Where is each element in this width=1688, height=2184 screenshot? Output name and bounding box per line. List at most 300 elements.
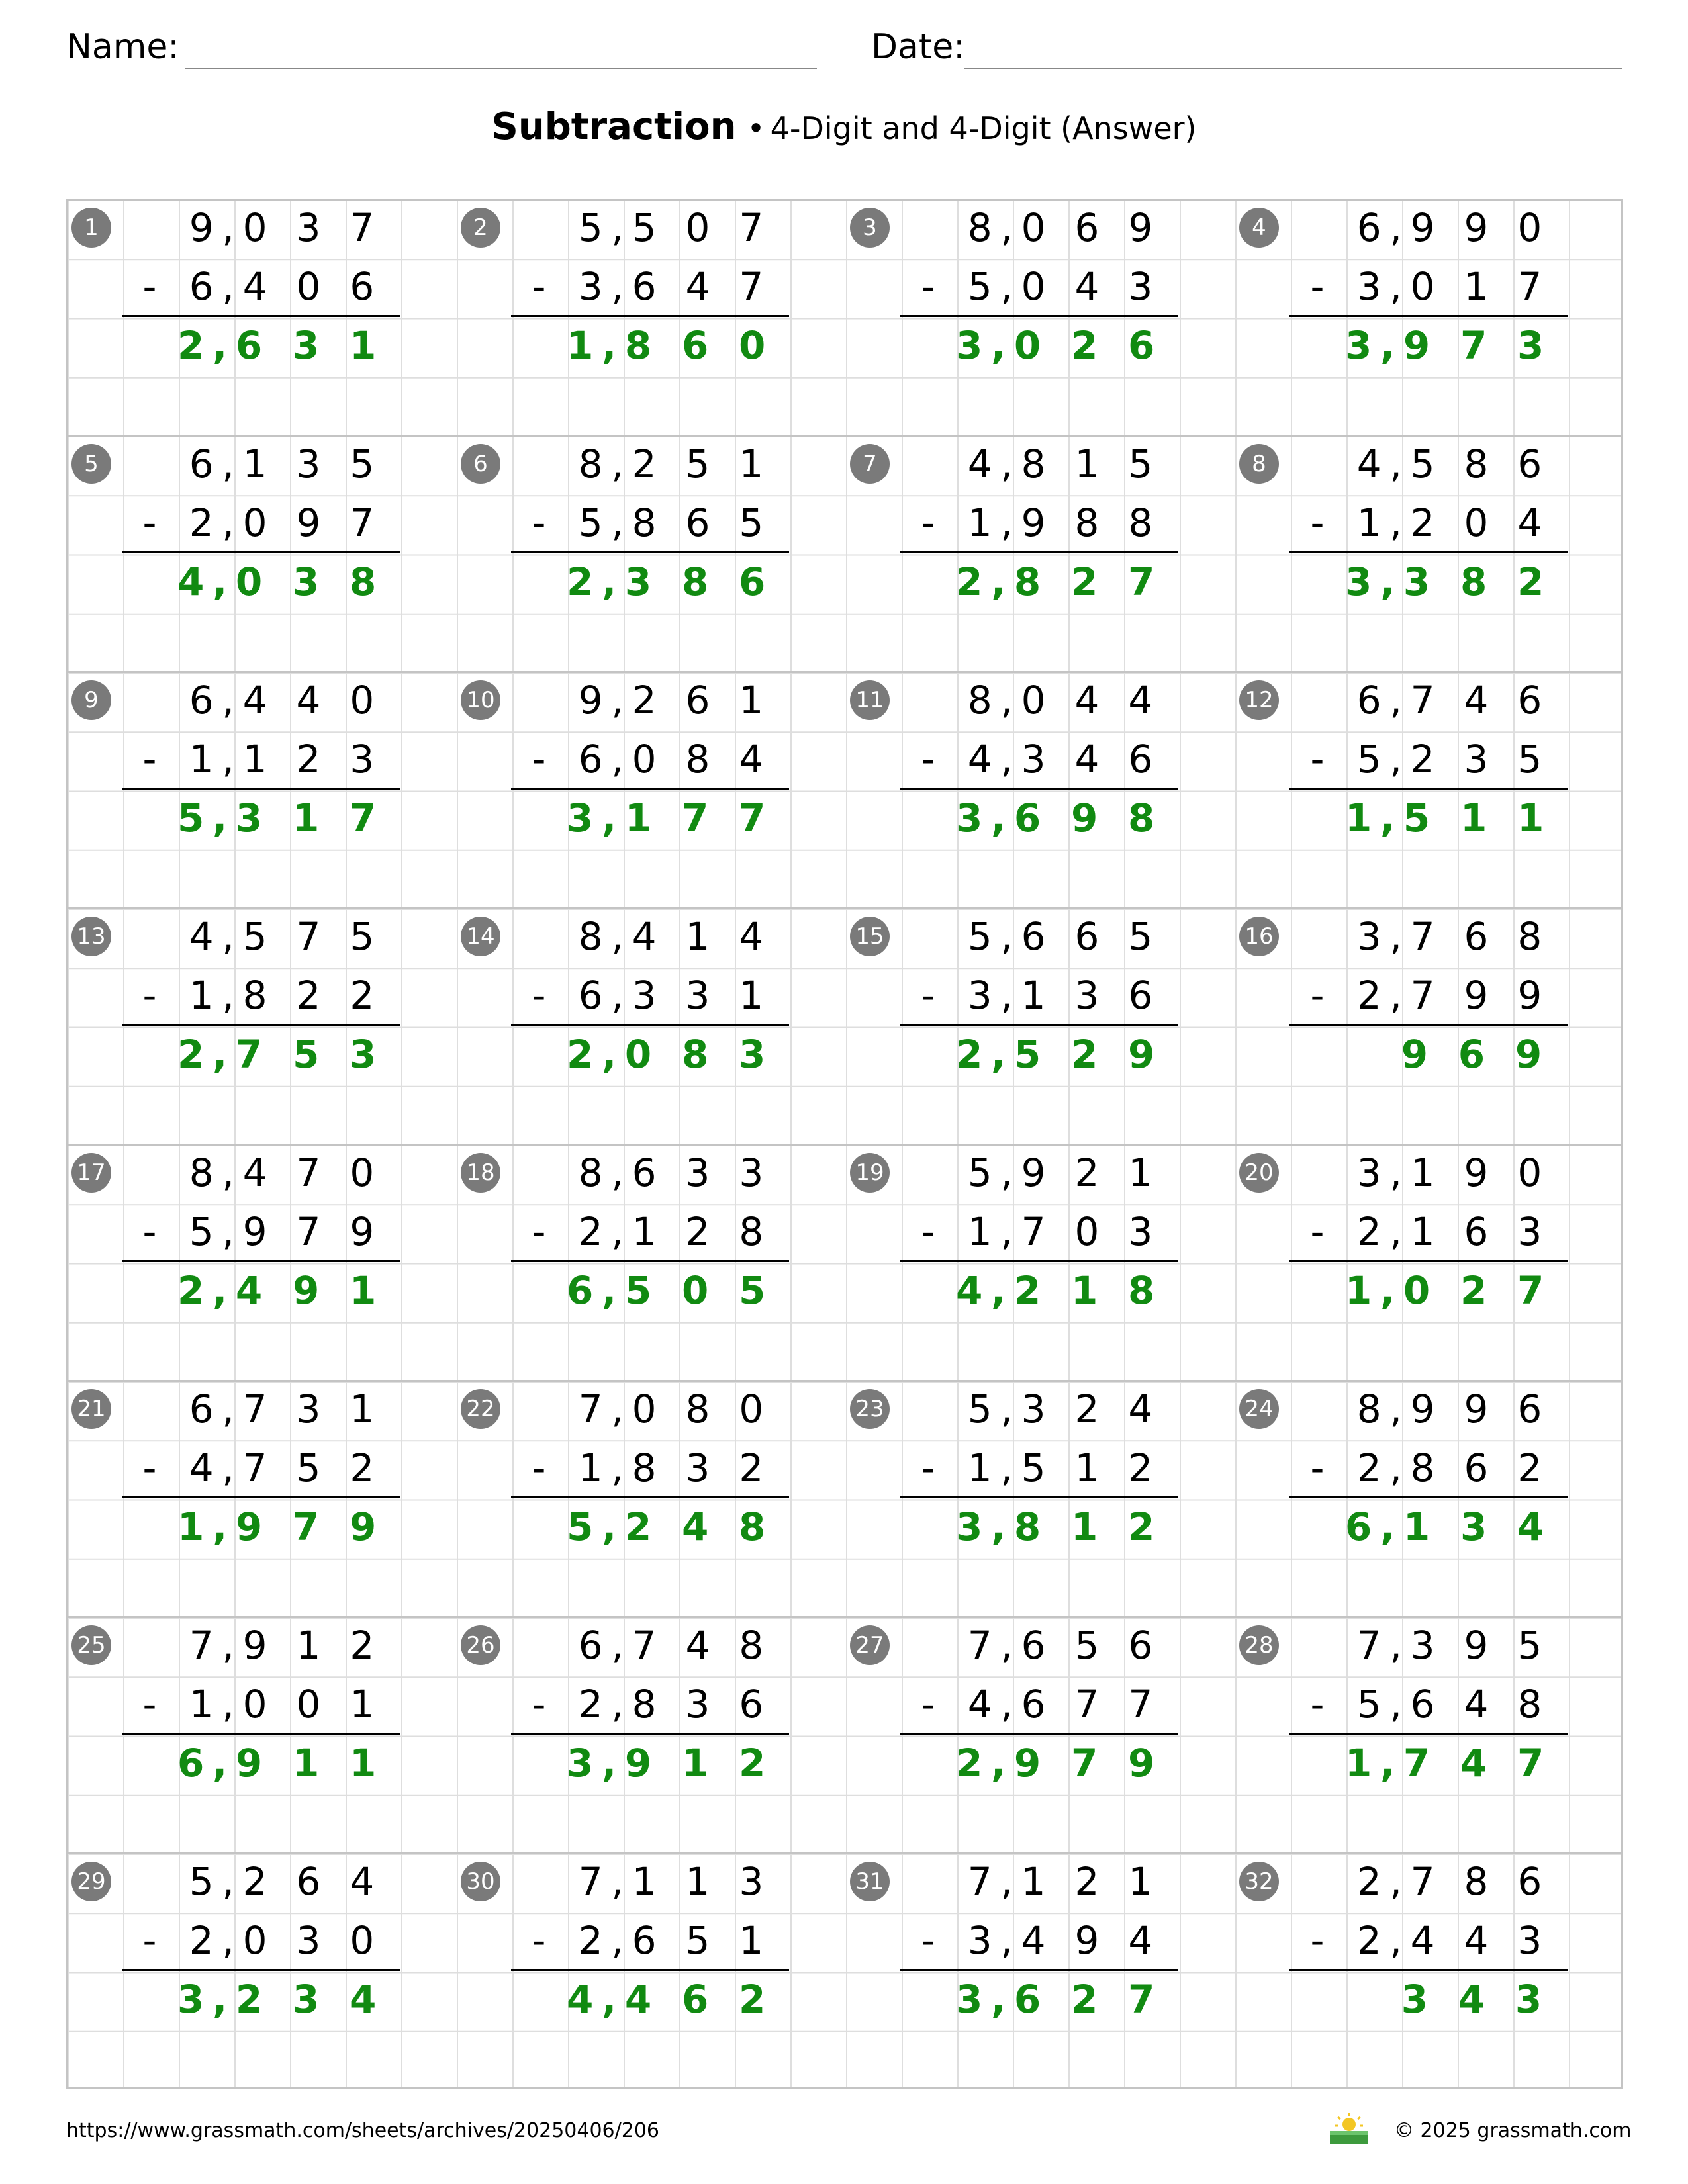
- minuend: 3,1 9 0: [1356, 1150, 1550, 1195]
- problem-number-badge: 29: [71, 1862, 111, 1901]
- answer[interactable]: 2,9 7 9: [956, 1741, 1164, 1786]
- problem-number-badge: 28: [1239, 1625, 1279, 1665]
- subtrahend: 4,3 4 6: [967, 737, 1161, 782]
- problem-30: [455, 1852, 845, 2089]
- minuend: 5,6 6 5: [967, 914, 1161, 959]
- minuend-row: [122, 1852, 400, 1911]
- problem-number-badge: 14: [461, 917, 500, 956]
- minuend: 9,2 6 1: [578, 678, 772, 723]
- minuend-row: [122, 907, 400, 966]
- answer-row[interactable]: [511, 1261, 789, 1320]
- answer-row[interactable]: [122, 1261, 400, 1320]
- minus-sign: -: [1310, 264, 1325, 309]
- minuend: 6,9 9 0: [1356, 205, 1550, 250]
- minuend-row: [122, 1380, 400, 1439]
- problem-26: [455, 1616, 845, 1852]
- problem-number-badge: 31: [850, 1862, 890, 1901]
- date-field[interactable]: [871, 25, 1622, 69]
- answer[interactable]: 6,1 3 4: [1345, 1504, 1553, 1549]
- problem-24: [1234, 1380, 1623, 1616]
- minus-sign: -: [921, 1918, 935, 1963]
- minuend: 7,6 5 6: [967, 1623, 1161, 1668]
- problem-21: [66, 1380, 455, 1616]
- footer-copyright: © 2025 grassmath.com: [1394, 2119, 1632, 2142]
- minuend: 8,0 6 9: [967, 205, 1161, 250]
- subtrahend: 2,7 9 9: [1356, 973, 1550, 1018]
- answer[interactable]: 3,9 7 3: [1345, 323, 1553, 368]
- minus-sign: -: [1310, 973, 1325, 1018]
- minuend: 7,3 9 5: [1356, 1623, 1550, 1668]
- answer-row[interactable]: [122, 1734, 400, 1793]
- minus-sign: -: [921, 737, 935, 782]
- answer[interactable]: 4,4 6 2: [567, 1977, 774, 2022]
- minuend-row: [900, 199, 1178, 257]
- subtrahend: 5,0 4 3: [967, 264, 1161, 309]
- subtrahend-row: [900, 1911, 1178, 1970]
- problem-18: [455, 1144, 845, 1380]
- minuend: 8,2 5 1: [578, 441, 772, 486]
- minuend-row: [1289, 1380, 1568, 1439]
- minuend: 6,7 4 6: [1356, 678, 1550, 723]
- answer-row[interactable]: [122, 789, 400, 848]
- answer-row[interactable]: [1289, 316, 1568, 375]
- minuend-row: [122, 671, 400, 730]
- subtrahend-row: [1289, 1203, 1568, 1261]
- minus-sign: -: [921, 500, 935, 545]
- answer[interactable]: 1,5 1 1: [1345, 796, 1553, 841]
- problem-grid: [66, 199, 1623, 2089]
- answer-row[interactable]: [122, 553, 400, 612]
- subtrahend-row: [511, 730, 789, 789]
- subtrahend: 6,4 0 6: [189, 264, 383, 309]
- minuend: 8,4 7 0: [189, 1150, 383, 1195]
- minuend-row: [1289, 1616, 1568, 1675]
- minuend: 5,5 0 7: [578, 205, 772, 250]
- minuend: 8,4 1 4: [578, 914, 772, 959]
- minus-sign: -: [1310, 1918, 1325, 1963]
- answer[interactable]: 3,3 8 2: [1345, 559, 1553, 604]
- subtrahend-row: [511, 494, 789, 553]
- problem-number-badge: 20: [1239, 1153, 1279, 1193]
- answer[interactable]: 2,6 3 1: [177, 323, 385, 368]
- subtrahend-row: [122, 1203, 400, 1261]
- subtrahend: 6,0 8 4: [578, 737, 772, 782]
- answer[interactable]: 4,2 1 8: [956, 1268, 1164, 1313]
- problem-number-badge: 2: [461, 208, 500, 248]
- date-line[interactable]: [964, 68, 1622, 69]
- answer[interactable]: 6,5 0 5: [567, 1268, 774, 1313]
- minuend-row: [1289, 671, 1568, 730]
- subtrahend-row: [1289, 730, 1568, 789]
- problem-28: [1234, 1616, 1623, 1852]
- minus-sign: -: [1310, 737, 1325, 782]
- problem-number-badge: 7: [850, 444, 890, 484]
- footer-url: https://www.grassmath.com/sheets/archives/20250406/206: [66, 2119, 660, 2142]
- problem-number-badge: 1: [71, 208, 111, 248]
- subtrahend-row: [122, 1911, 400, 1970]
- title-subtitle: 4-Digit and 4-Digit (Answer): [770, 111, 1197, 146]
- title-bullet: •: [747, 111, 765, 146]
- answer-row[interactable]: [1289, 789, 1568, 848]
- worksheet-title: [0, 106, 1688, 150]
- minuend: 6,1 3 5: [189, 441, 383, 486]
- minuend-row: [511, 1144, 789, 1203]
- problem-29: [66, 1852, 455, 2089]
- answer-row[interactable]: [900, 1734, 1178, 1793]
- subtrahend-row: [900, 966, 1178, 1025]
- subtrahend-row: [900, 1675, 1178, 1734]
- minuend: 8,6 3 3: [578, 1150, 772, 1195]
- answer-row[interactable]: [122, 316, 400, 375]
- minuend: 2,7 8 6: [1356, 1859, 1550, 1904]
- problem-number-badge: 22: [461, 1389, 500, 1429]
- problem-number-badge: 18: [461, 1153, 500, 1193]
- problem-17: [66, 1144, 455, 1380]
- answer-row[interactable]: [1289, 553, 1568, 612]
- problem-number-badge: 12: [1239, 680, 1279, 720]
- subtrahend: 2,0 3 0: [189, 1918, 383, 1963]
- minus-sign: -: [1310, 1682, 1325, 1727]
- problem-10: [455, 671, 845, 907]
- minuend: 6,7 4 8: [578, 1623, 772, 1668]
- answer-row[interactable]: [1289, 1025, 1568, 1084]
- minuend-row: [1289, 199, 1568, 257]
- subtrahend: 2,0 9 7: [189, 500, 383, 545]
- subtrahend: 5,6 4 8: [1356, 1682, 1550, 1727]
- answer-row[interactable]: [511, 1970, 789, 2029]
- answer-row[interactable]: [1289, 1970, 1568, 2029]
- subtrahend-row: [511, 1439, 789, 1498]
- minuend-row: [511, 435, 789, 494]
- answer-row[interactable]: [900, 1970, 1178, 2029]
- minuend: 4,5 7 5: [189, 914, 383, 959]
- subtrahend: 2,4 4 3: [1356, 1918, 1550, 1963]
- minus-sign: -: [532, 973, 546, 1018]
- subtrahend: 3,6 4 7: [578, 264, 772, 309]
- subtrahend-row: [511, 1675, 789, 1734]
- answer[interactable]: 2,3 8 6: [567, 559, 774, 604]
- minuend: 5,2 6 4: [189, 1859, 383, 1904]
- subtrahend-row: [900, 494, 1178, 553]
- answer[interactable]: 1,8 6 0: [567, 323, 774, 368]
- subtrahend: 2,8 6 2: [1356, 1445, 1550, 1490]
- problem-8: [1234, 435, 1623, 671]
- problem-number-badge: 30: [461, 1862, 500, 1901]
- minus-sign: -: [532, 737, 546, 782]
- minuend-row: [900, 435, 1178, 494]
- minus-sign: -: [142, 1209, 157, 1254]
- problem-number-badge: 9: [71, 680, 111, 720]
- answer-row[interactable]: [900, 789, 1178, 848]
- minuend-row: [122, 435, 400, 494]
- subtrahend: 5,8 6 5: [578, 500, 772, 545]
- problem-27: [845, 1616, 1234, 1852]
- minus-sign: -: [142, 1682, 157, 1727]
- minus-sign: -: [1310, 1209, 1325, 1254]
- problem-5: [66, 435, 455, 671]
- problem-32: [1234, 1852, 1623, 2089]
- subtrahend-row: [900, 1439, 1178, 1498]
- minus-sign: -: [532, 500, 546, 545]
- subtrahend-row: [122, 730, 400, 789]
- answer[interactable]: 2,0 8 3: [567, 1032, 774, 1077]
- subtrahend: 3,0 1 7: [1356, 264, 1550, 309]
- subtrahend: 2,1 2 8: [578, 1209, 772, 1254]
- problem-25: [66, 1616, 455, 1852]
- minus-sign: -: [532, 1682, 546, 1727]
- minus-sign: -: [532, 1918, 546, 1963]
- problem-4: [1234, 199, 1623, 435]
- minuend-row: [1289, 1852, 1568, 1911]
- problem-11: [845, 671, 1234, 907]
- date-label: Date:: [871, 27, 965, 67]
- minus-sign: -: [532, 1209, 546, 1254]
- problem-23: [845, 1380, 1234, 1616]
- answer-row[interactable]: [1289, 1498, 1568, 1557]
- answer-row[interactable]: [511, 553, 789, 612]
- answer[interactable]: 5,3 1 7: [177, 796, 385, 841]
- subtrahend-row: [511, 257, 789, 316]
- answer[interactable]: 3,0 2 6: [956, 323, 1164, 368]
- problem-number-badge: 23: [850, 1389, 890, 1429]
- problem-number-badge: 17: [71, 1153, 111, 1193]
- problem-number-badge: 8: [1239, 444, 1279, 484]
- answer[interactable]: 2,4 9 1: [177, 1268, 385, 1313]
- subtrahend: 1,8 3 2: [578, 1445, 772, 1490]
- minuend-row: [900, 1616, 1178, 1675]
- minuend-row: [511, 1852, 789, 1911]
- minuend-row: [900, 1144, 1178, 1203]
- answer[interactable]: 6,9 1 1: [177, 1741, 385, 1786]
- minuend: 5,9 2 1: [967, 1150, 1161, 1195]
- problem-number-badge: 13: [71, 917, 111, 956]
- answer-row[interactable]: [511, 1498, 789, 1557]
- answer[interactable]: 4,0 3 8: [177, 559, 385, 604]
- problem-number-badge: 3: [850, 208, 890, 248]
- problem-3: [845, 199, 1234, 435]
- answer-row[interactable]: [511, 316, 789, 375]
- subtrahend: 1,5 1 2: [967, 1445, 1161, 1490]
- problem-20: [1234, 1144, 1623, 1380]
- subtrahend: 1,8 2 2: [189, 973, 383, 1018]
- subtrahend: 1,1 2 3: [189, 737, 383, 782]
- answer-row[interactable]: [122, 1025, 400, 1084]
- answer-row[interactable]: [511, 1025, 789, 1084]
- answer-row[interactable]: [900, 1025, 1178, 1084]
- problem-15: [845, 907, 1234, 1144]
- subtrahend: 1,2 0 4: [1356, 500, 1550, 545]
- minuend: 7,1 1 3: [578, 1859, 772, 1904]
- subtrahend-row: [1289, 494, 1568, 553]
- minuend: 5,3 2 4: [967, 1387, 1161, 1432]
- problem-31: [845, 1852, 1234, 2089]
- minuend-row: [122, 1144, 400, 1203]
- minuend: 7,1 2 1: [967, 1859, 1161, 1904]
- answer-row[interactable]: [122, 1970, 400, 2029]
- answer[interactable]: 3,1 7 7: [567, 796, 774, 841]
- answer[interactable]: 3 4 3: [1401, 1977, 1550, 2022]
- problem-number-badge: 10: [461, 680, 500, 720]
- subtrahend-row: [900, 730, 1178, 789]
- minus-sign: -: [142, 1918, 157, 1963]
- problem-2: [455, 199, 845, 435]
- minuend-row: [511, 199, 789, 257]
- subtrahend-row: [122, 257, 400, 316]
- minuend-row: [900, 907, 1178, 966]
- problem-number-badge: 15: [850, 917, 890, 956]
- minuend-row: [122, 199, 400, 257]
- subtrahend-row: [511, 1911, 789, 1970]
- subtrahend-row: [122, 1675, 400, 1734]
- problem-9: [66, 671, 455, 907]
- subtrahend-row: [122, 1439, 400, 1498]
- subtrahend: 4,6 7 7: [967, 1682, 1161, 1727]
- minuend: 7,0 8 0: [578, 1387, 772, 1432]
- answer[interactable]: 1,0 2 7: [1345, 1268, 1553, 1313]
- problem-7: [845, 435, 1234, 671]
- answer-row[interactable]: [900, 316, 1178, 375]
- problem-6: [455, 435, 845, 671]
- minus-sign: -: [1310, 1445, 1325, 1490]
- answer[interactable]: 3,8 1 2: [956, 1504, 1164, 1549]
- subtrahend-row: [1289, 1439, 1568, 1498]
- answer[interactable]: 3,6 2 7: [956, 1977, 1164, 2022]
- problem-number-badge: 16: [1239, 917, 1279, 956]
- minus-sign: -: [142, 1445, 157, 1490]
- minuend-row: [1289, 1144, 1568, 1203]
- problem-22: [455, 1380, 845, 1616]
- answer-row[interactable]: [122, 1498, 400, 1557]
- minuend-row: [900, 671, 1178, 730]
- subtrahend: 3,4 9 4: [967, 1918, 1161, 1963]
- subtrahend-row: [900, 257, 1178, 316]
- answer[interactable]: 2,5 2 9: [956, 1032, 1164, 1077]
- minuend: 4,5 8 6: [1356, 441, 1550, 486]
- problem-12: [1234, 671, 1623, 907]
- minus-sign: -: [921, 1209, 935, 1254]
- answer-row[interactable]: [511, 1734, 789, 1793]
- subtrahend: 2,6 5 1: [578, 1918, 772, 1963]
- subtrahend-row: [122, 494, 400, 553]
- subtrahend-row: [122, 966, 400, 1025]
- minuend-row: [1289, 907, 1568, 966]
- minus-sign: -: [1310, 500, 1325, 545]
- answer-row[interactable]: [900, 1498, 1178, 1557]
- answer-row[interactable]: [511, 789, 789, 848]
- problem-number-badge: 32: [1239, 1862, 1279, 1901]
- subtrahend: 6,3 3 1: [578, 973, 772, 1018]
- answer-row[interactable]: [900, 553, 1178, 612]
- minuend: 4,8 1 5: [967, 441, 1161, 486]
- minuend: 3,7 6 8: [1356, 914, 1550, 959]
- minuend: 8,9 9 6: [1356, 1387, 1550, 1432]
- subtrahend: 5,9 7 9: [189, 1209, 383, 1254]
- subtrahend-row: [1289, 1911, 1568, 1970]
- title-main: Subtraction: [491, 105, 737, 148]
- minuend: 7,9 1 2: [189, 1623, 383, 1668]
- subtrahend: 3,1 3 6: [967, 973, 1161, 1018]
- problem-number-badge: 24: [1239, 1389, 1279, 1429]
- subtrahend-row: [511, 966, 789, 1025]
- problem-number-badge: 6: [461, 444, 500, 484]
- minuend-row: [511, 1616, 789, 1675]
- problem-19: [845, 1144, 1234, 1380]
- answer[interactable]: 3,9 1 2: [567, 1741, 774, 1786]
- problem-number-badge: 4: [1239, 208, 1279, 248]
- minuend: 6,7 3 1: [189, 1387, 383, 1432]
- answer-row[interactable]: [1289, 1261, 1568, 1320]
- subtrahend-row: [1289, 1675, 1568, 1734]
- problem-16: [1234, 907, 1623, 1144]
- answer-row[interactable]: [900, 1261, 1178, 1320]
- minuend: 6,4 4 0: [189, 678, 383, 723]
- answer[interactable]: 1,7 4 7: [1345, 1741, 1553, 1786]
- problem-number-badge: 26: [461, 1625, 500, 1665]
- minus-sign: -: [142, 973, 157, 1018]
- minuend-row: [511, 907, 789, 966]
- minus-sign: -: [142, 500, 157, 545]
- minus-sign: -: [532, 1445, 546, 1490]
- minuend-row: [900, 1380, 1178, 1439]
- name-line[interactable]: [185, 68, 817, 69]
- minus-sign: -: [142, 264, 157, 309]
- answer[interactable]: 5,2 4 8: [567, 1504, 774, 1549]
- answer[interactable]: 3,2 3 4: [177, 1977, 385, 2022]
- subtrahend: 4,7 5 2: [189, 1445, 383, 1490]
- answer[interactable]: 9 6 9: [1401, 1032, 1550, 1077]
- subtrahend-row: [511, 1203, 789, 1261]
- subtrahend: 5,2 3 5: [1356, 737, 1550, 782]
- answer[interactable]: 2,8 2 7: [956, 559, 1164, 604]
- problem-14: [455, 907, 845, 1144]
- minus-sign: -: [921, 1445, 935, 1490]
- answer-row[interactable]: [1289, 1734, 1568, 1793]
- problem-number-badge: 25: [71, 1625, 111, 1665]
- answer[interactable]: 3,6 9 8: [956, 796, 1164, 841]
- subtrahend: 2,1 6 3: [1356, 1209, 1550, 1254]
- minuend: 8,0 4 4: [967, 678, 1161, 723]
- problem-1: [66, 199, 455, 435]
- minuend-row: [1289, 435, 1568, 494]
- minus-sign: -: [532, 264, 546, 309]
- subtrahend: 2,8 3 6: [578, 1682, 772, 1727]
- problem-number-badge: 27: [850, 1625, 890, 1665]
- subtrahend: 1,7 0 3: [967, 1209, 1161, 1254]
- minuend-row: [511, 671, 789, 730]
- subtrahend-row: [900, 1203, 1178, 1261]
- minus-sign: -: [921, 264, 935, 309]
- minuend-row: [122, 1616, 400, 1675]
- answer[interactable]: 1,9 7 9: [177, 1504, 385, 1549]
- grass-sun-logo-icon: [1327, 2111, 1371, 2146]
- name-label: Name:: [66, 27, 179, 67]
- subtrahend-row: [1289, 966, 1568, 1025]
- minuend: 9,0 3 7: [189, 205, 383, 250]
- subtrahend: 1,9 8 8: [967, 500, 1161, 545]
- minuend-row: [900, 1852, 1178, 1911]
- problem-number-badge: 11: [850, 680, 890, 720]
- minus-sign: -: [921, 1682, 935, 1727]
- problem-number-badge: 21: [71, 1389, 111, 1429]
- minuend-row: [511, 1380, 789, 1439]
- name-field[interactable]: [66, 25, 817, 69]
- subtrahend-row: [1289, 257, 1568, 316]
- minus-sign: -: [921, 973, 935, 1018]
- answer[interactable]: 2,7 5 3: [177, 1032, 385, 1077]
- problem-13: [66, 907, 455, 1144]
- problem-number-badge: 5: [71, 444, 111, 484]
- problem-number-badge: 19: [850, 1153, 890, 1193]
